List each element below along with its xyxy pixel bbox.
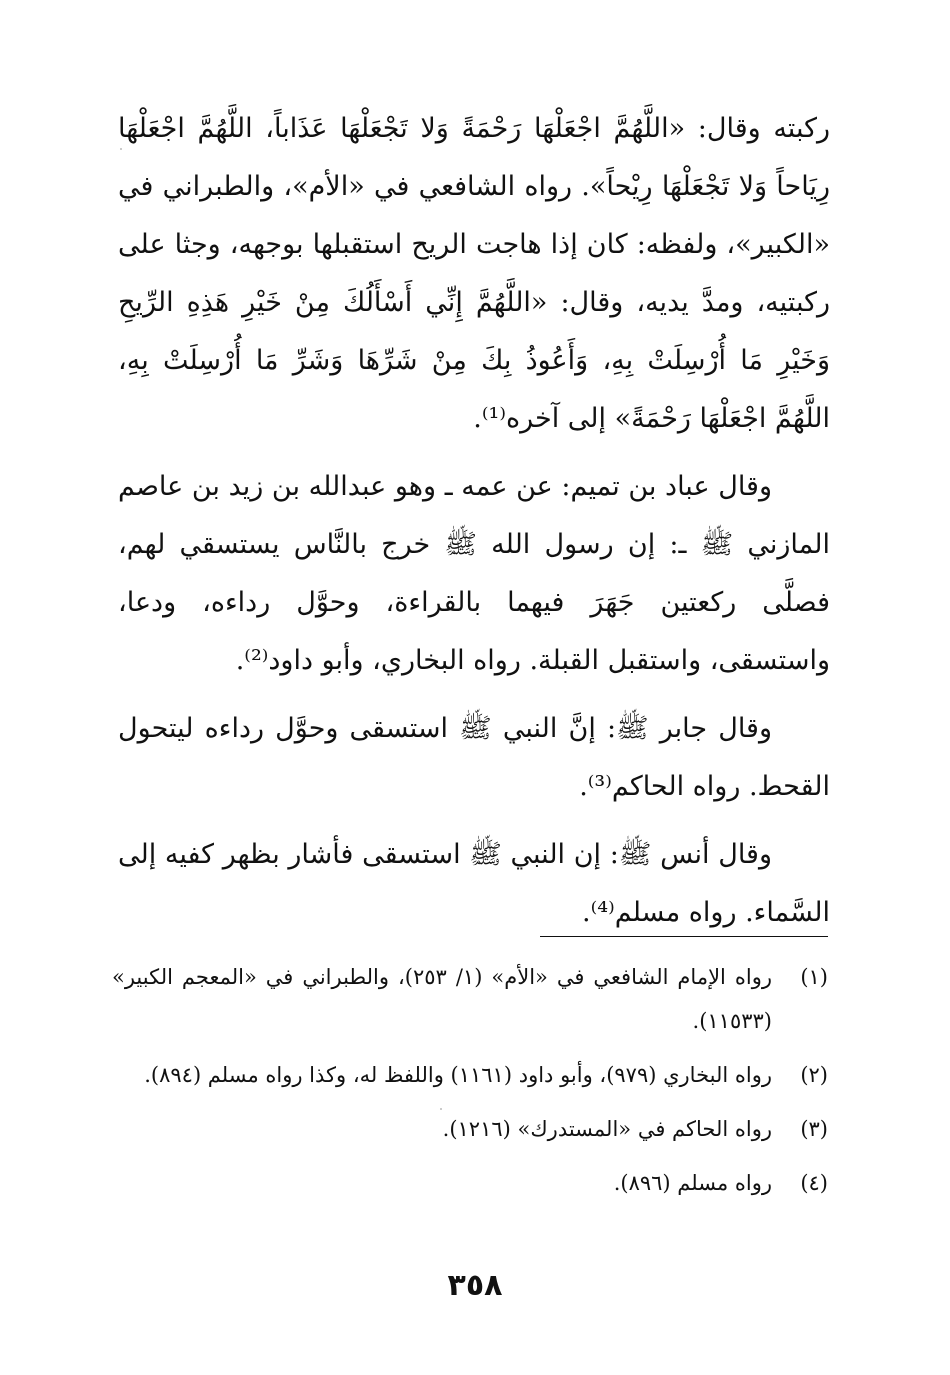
footnote-number: (٤) (800, 1171, 828, 1195)
footnote-number: (١) (800, 965, 828, 989)
paragraph-wind-supplication: ركبته وقال: «اللَّهُمَّ اجْعَلْهَا رَحْمَةً وَلا تَجْعَلْهَا عَذَاباً، اللَّهُمَّ اجْعَلْهَا رِيَاحاً وَلا تَجْعَلْهَا رِيْحاً». رواه الشافعي في «الأم»، والطبراني في «الكبير»، ولفظه: كان إذا هاجت الريح استقبلها بوجهه، وجثا على ركبتيه، ومدَّ يديه، وقال: «اللَّهُمَّ إِنِّي أَسْأَلُكَ مِنْ خَيْرِ هَذِهِ الرِّيحِ وَخَيْرِ مَا أُرْسِلَتْ بِهِ، وَأَعُوذُ بِكَ مِنْ شَرِّهَا وَشَرِّ مَا أُرْسِلَتْ بِهِ، اللَّهُمَّ اجْعَلْهَا رَحْمَةً» إلى آخره⁽¹⁾. (118, 113, 830, 434)
page-number: ٣٥٨ (447, 1268, 503, 1303)
footnotes (112, 955, 828, 1215)
footnote-2 (112, 1053, 828, 1097)
scan-speck (440, 1108, 442, 1110)
footnote-4 (112, 1161, 828, 1205)
paragraph-jabir: وقال جابر ﷺ: إنَّ النبي ﷺ استسقى وحوَّل رداءه ليتحول القحط. رواه الحاكم⁽³⁾. (118, 713, 830, 802)
paragraph-anas: وقال أنس ﷺ: إن النبي ﷺ استسقى فأشار بظهر كفيه إلى السَّماء. رواه مسلم⁽⁴⁾. (118, 839, 830, 928)
footnote-1 (112, 955, 828, 1043)
footnote-text: رواه الإمام الشافعي في «الأم» (١/ ٢٥٣)، والطبراني في «المعجم الكبير» (١١٥٣٣). (112, 965, 772, 1033)
footnote-separator (540, 936, 828, 937)
footnote-text: رواه الحاكم في «المستدرك» (١٢١٦). (442, 1117, 772, 1141)
paragraph-abbad-ibn-tamim: وقال عباد بن تميم: عن عمه ـ وهو عبدالله بن زيد بن عاصم المازني ﷺ ـ: إن رسول الله ﷺ خرج بالنَّاس يستسقي لهم، فصلَّى ركعتين جَهَرَ فيهما بالقراءة، وحوَّل رداءه، ودعا، واستسقى، واستقبل القبلة. رواه البخاري، وأبو داود⁽²⁾. (118, 471, 830, 676)
footnote-text: رواه البخاري (٩٧٩)، وأبو داود (١١٦١) واللفظ له، وكذا رواه مسلم (٨٩٤). (144, 1063, 772, 1087)
footnote-number: (٣) (800, 1117, 828, 1141)
scan-speck (120, 148, 122, 150)
footnote-text: رواه مسلم (٨٩٦). (613, 1171, 772, 1195)
footnote-3 (112, 1107, 828, 1151)
main-text (118, 100, 830, 944)
footnote-number: (٢) (800, 1063, 828, 1087)
